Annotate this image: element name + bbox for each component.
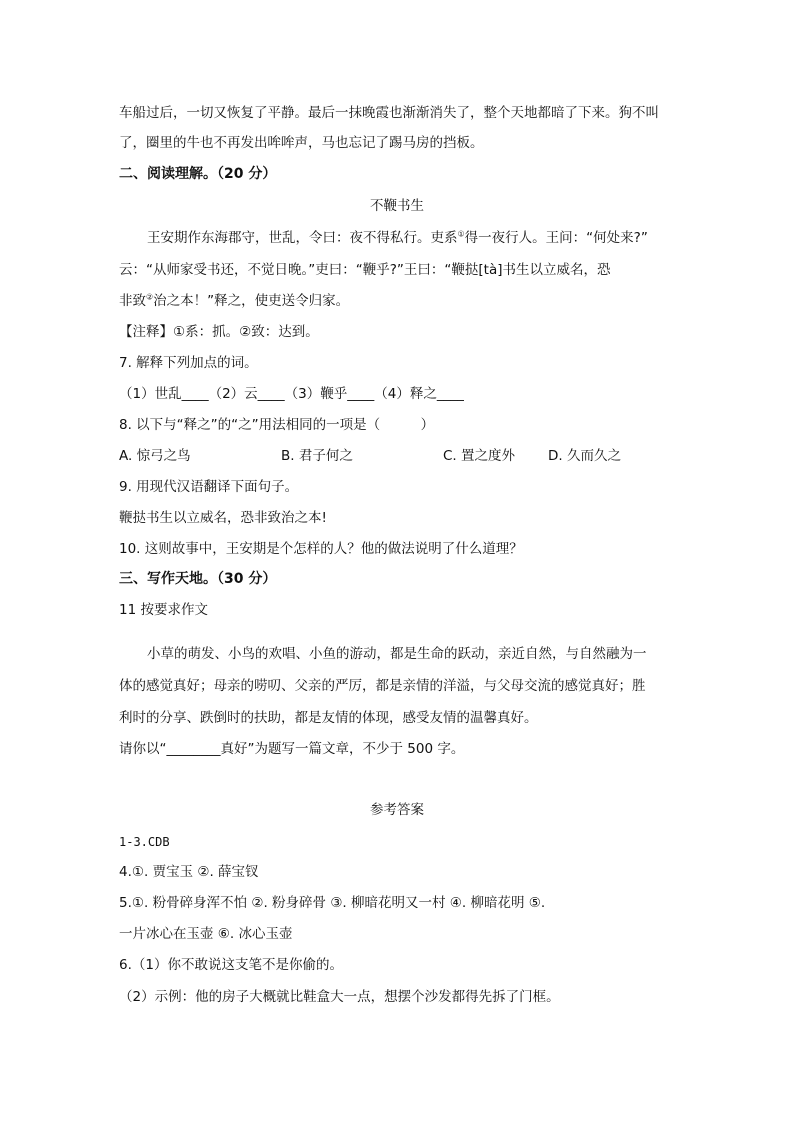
section-3-heading: 三、写作天地。（30 分） — [119, 571, 277, 587]
question-9: 9. 用现代汉语翻译下面句子。 — [119, 479, 299, 495]
question-9-sentence: 鞭挞书生以立威名，恐非致治之本! — [119, 510, 327, 526]
passage-text: 非致 — [119, 293, 146, 309]
question-7-items: （1）世乱____（2）云____（3）鞭乎____（4）释之____ — [119, 386, 464, 402]
footnote-marker-1: ① — [457, 229, 465, 239]
passage-title: 不鞭书生 — [370, 198, 424, 214]
intro-line-2: 了，圈里的牛也不再发出哞哞声，马也忘记了踢马房的挡板。 — [119, 135, 484, 151]
answer-5-line-2: 一片冰心在玉壶 ⑥. 冰心玉壶 — [119, 926, 293, 942]
writing-task: 请你以“________真好”为题写一篇文章，不少于 500 字。 — [119, 741, 465, 757]
prompt-line-3: 利时的分享、跌倒时的扶助，都是友情的体现，感受友情的温馨真好。 — [119, 710, 538, 726]
option-c: C. 置之度外 — [443, 448, 516, 464]
passage-line-2: 云：“从师家受书还，不觉日晚。”吏曰：“鞭乎?”王曰：“鞭挞[tà]书生以立威名，恐 — [119, 262, 611, 278]
passage-text: 王安期作东海郡守，世乱，令曰：夜不得私行。吏系 — [147, 230, 458, 246]
annotation-notes: 【注释】①系：抓。②致：达到。 — [119, 324, 319, 340]
passage-line-1 — [147, 228, 648, 248]
answer-5-line-1: 5.①. 粉骨碎身浑不怕 ②. 粉身碎骨 ③. 柳暗花明又一村 ④. 柳暗花明 ⑤. — [119, 895, 546, 911]
question-10: 10. 这则故事中，王安期是个怎样的人？他的做法说明了什么道理？ — [119, 541, 523, 557]
section-2-heading: 二、阅读理解。（20 分） — [119, 166, 277, 182]
question-7: 7. 解释下列加点的词。 — [119, 355, 258, 371]
answer-6-2: （2）示例：他的房子大概就比鞋盒大一点，想摆个沙发都得先拆了门框。 — [119, 989, 560, 1005]
question-8: 8. 以下与“释之”的“之”用法相同的一项是（ ） — [119, 417, 435, 433]
passage-text: 治之本！”释之，使吏送令归家。 — [153, 293, 350, 309]
option-d: D. 久而久之 — [548, 448, 621, 464]
passage-text: 得一夜行人。王问：“何处来?” — [464, 230, 648, 246]
answer-1-3: 1-3.CDB — [119, 835, 170, 849]
answer-4: 4.①. 贾宝玉 ②. 薛宝钗 — [119, 864, 259, 880]
option-b: B. 君子何之 — [281, 448, 353, 464]
question-11: 11 按要求作文 — [119, 602, 208, 618]
intro-line-1: 车船过后，一切又恢复了平静。最后一抹晚霞也渐渐消失了，整个天地都暗了下来。狗不叫 — [119, 105, 659, 121]
prompt-line-2: 体的感觉真好；母亲的唠叨、父亲的严厉，都是亲情的洋溢，与父母交流的感觉真好；胜 — [119, 678, 646, 694]
passage-line-3 — [119, 291, 349, 311]
prompt-line-1: 小草的萌发、小鸟的欢唱、小鱼的游动，都是生命的跃动，亲近自然，与自然融为一 — [147, 646, 647, 662]
answer-6-1: 6.（1）你不敢说这支笔不是你偷的。 — [119, 957, 343, 973]
answers-title: 参考答案 — [370, 802, 424, 818]
footnote-marker-2: ② — [146, 292, 154, 302]
option-a: A. 惊弓之鸟 — [119, 448, 191, 464]
